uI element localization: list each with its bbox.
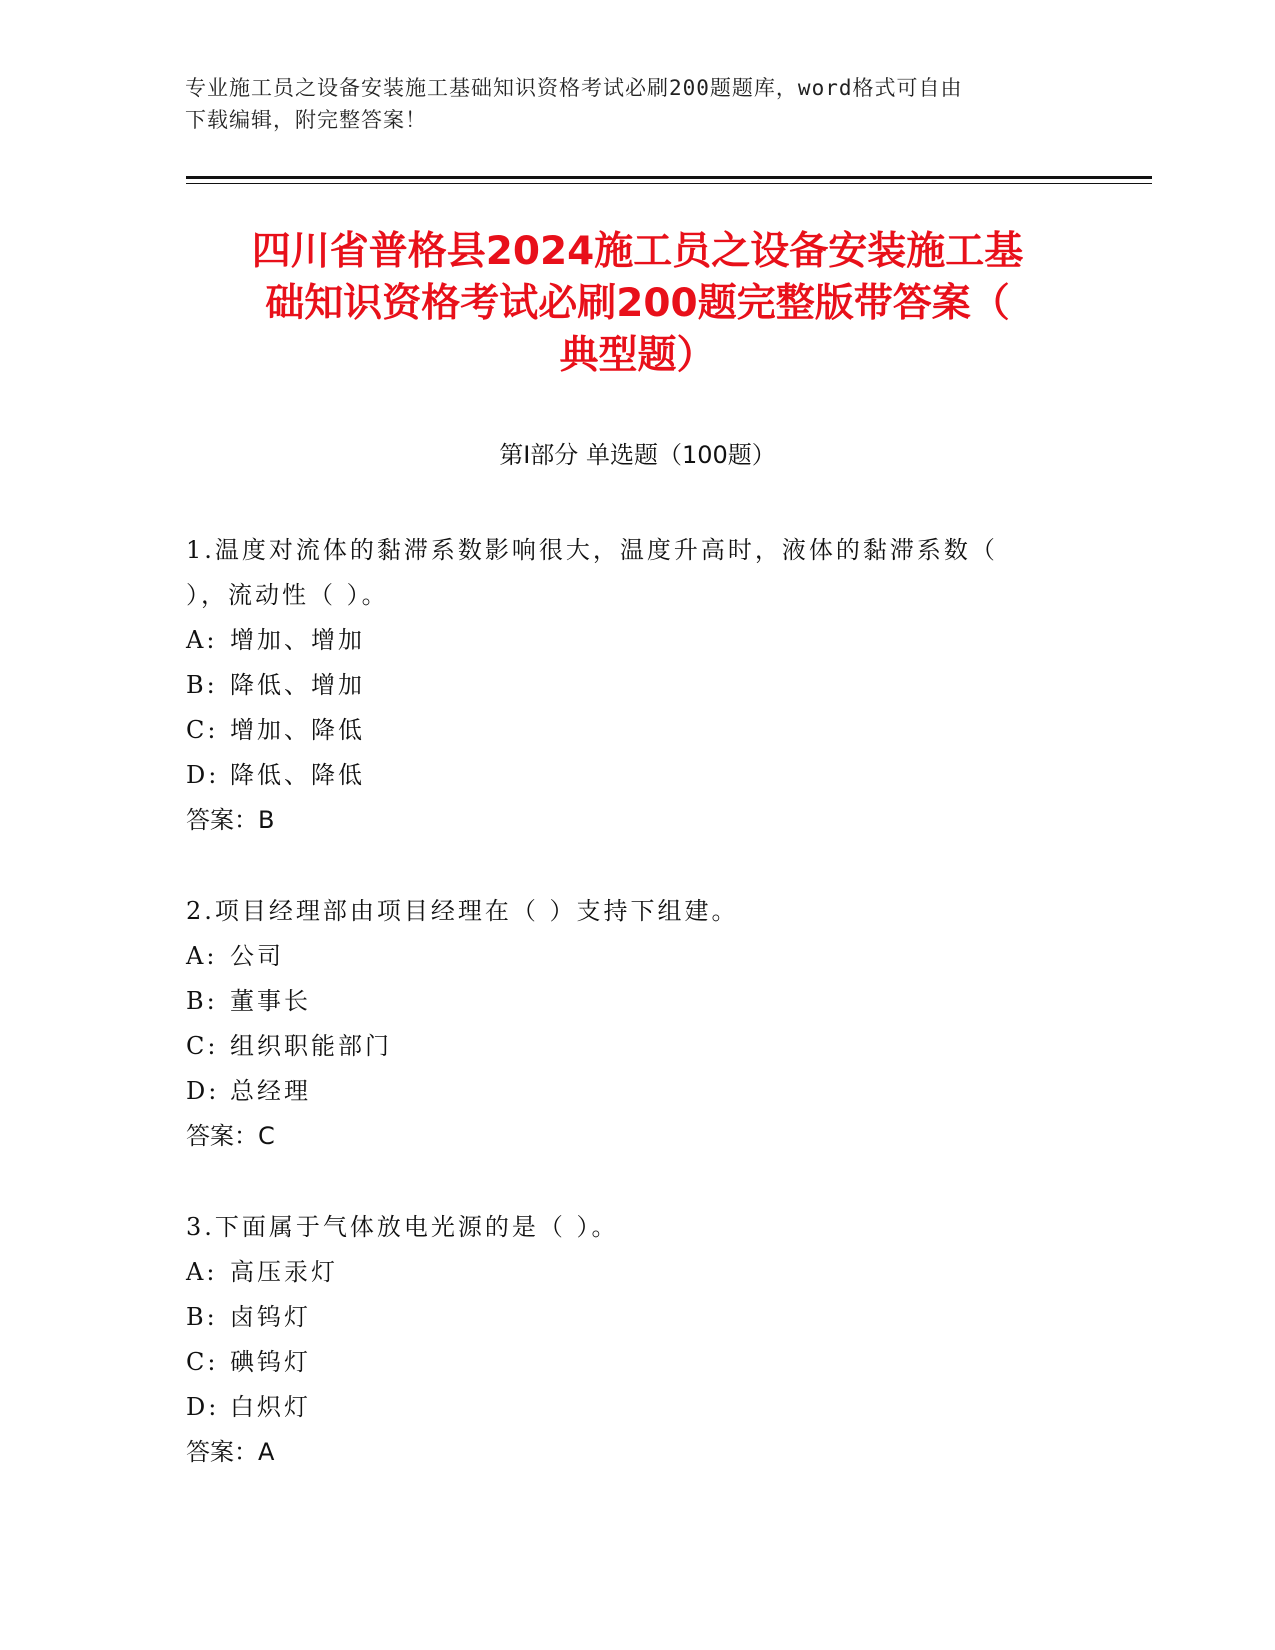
option-a: [186, 934, 1086, 979]
question-1: [186, 528, 1086, 843]
option-letter: A:: [186, 1258, 218, 1286]
option-text: 高压汞灯: [230, 1258, 338, 1286]
question-stem: 3.下面属于气体放电光源的是（ ）。: [186, 1213, 619, 1241]
option-text: 增加、降低: [230, 716, 365, 744]
option-letter: B:: [186, 671, 218, 699]
option-text: 组织职能部门: [230, 1032, 392, 1060]
option-letter: B:: [186, 987, 218, 1015]
option-letter: A:: [186, 942, 218, 970]
option-c: [186, 1340, 1086, 1385]
title-line: 四川省普格县2024施工员之设备安装施工基: [251, 229, 1024, 274]
question-2: [186, 889, 1086, 1159]
option-b: [186, 979, 1086, 1024]
option-a: [186, 618, 1086, 663]
option-letter: C:: [186, 1348, 219, 1376]
header-note-line: 下载编辑，附完整答案！: [185, 108, 427, 132]
option-a: [186, 1250, 1086, 1295]
option-letter: D:: [186, 1077, 220, 1105]
option-d: [186, 753, 1086, 798]
option-text: 董事长: [230, 987, 311, 1015]
option-text: 降低、降低: [230, 761, 365, 789]
document-title: [140, 226, 1135, 382]
option-d: [186, 1069, 1086, 1114]
option-b: [186, 1295, 1086, 1340]
option-letter: C:: [186, 716, 219, 744]
section-heading: 第Ⅰ部分 单选题（100题）: [499, 441, 776, 469]
question-3: [186, 1205, 1086, 1475]
option-letter: D:: [186, 1393, 220, 1421]
option-text: 总经理: [230, 1077, 311, 1105]
title-line: 础知识资格考试必刷200题完整版带答案（: [265, 281, 1010, 326]
option-letter: B:: [186, 1303, 218, 1331]
option-text: 公司: [230, 942, 284, 970]
option-c: [186, 708, 1086, 753]
answer-line: 答案：B: [186, 806, 275, 834]
title-line: 典型题）: [559, 333, 716, 378]
question-list: [186, 528, 1086, 1521]
header-divider-thick: [186, 176, 1152, 179]
header-note-line: 专业施工员之设备安装施工基础知识资格考试必刷200题题库，word格式可自由: [185, 76, 963, 100]
option-b: [186, 663, 1086, 708]
option-d: [186, 1385, 1086, 1430]
question-stem: 2.项目经理部由项目经理在（ ）支持下组建。: [186, 897, 739, 925]
option-letter: D:: [186, 761, 220, 789]
option-letter: C:: [186, 1032, 219, 1060]
question-stem: 1.温度对流体的黏滞系数影响很大，温度升高时，液体的黏滞系数（: [186, 536, 998, 564]
option-text: 降低、增加: [230, 671, 365, 699]
answer-line: 答案：C: [186, 1122, 275, 1150]
option-text: 碘钨灯: [230, 1348, 311, 1376]
question-stem-continued: ），流动性（ ）。: [186, 581, 389, 609]
header-note: [185, 72, 1065, 136]
option-letter: A:: [186, 626, 218, 654]
option-text: 卤钨灯: [230, 1303, 311, 1331]
option-c: [186, 1024, 1086, 1069]
header-divider-thin: [186, 183, 1152, 184]
answer-line: 答案：A: [186, 1438, 275, 1466]
option-text: 增加、增加: [230, 626, 365, 654]
option-text: 白炽灯: [230, 1393, 311, 1421]
